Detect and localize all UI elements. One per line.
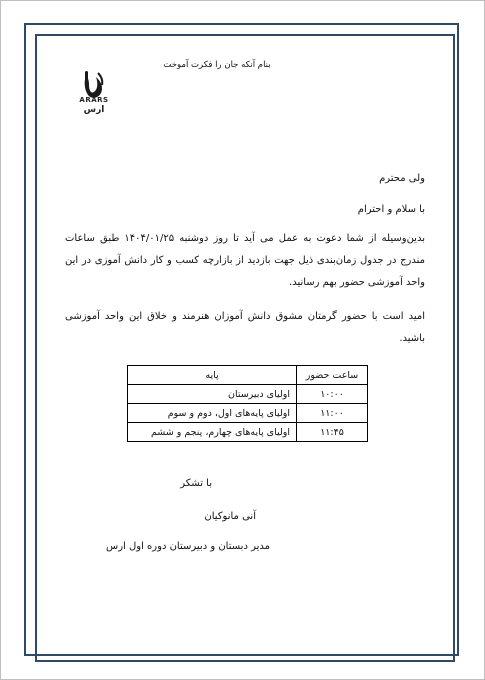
logo-latin-text: ARARS [79, 96, 109, 104]
table-row [128, 423, 368, 442]
row-time: ۱۱:۰۰ [297, 404, 368, 423]
closing: با تشکر [180, 478, 212, 489]
header-grade: پایه [128, 366, 297, 385]
invitation-paragraph: بدین‌وسیله از شما دعوت به عمل می آید تا روز دوشنبه ۱۴۰۴/۰۱/۲۵ طبق ساعات مندرج در جدول زمان‌بندی ذیل جهت بازدید از بازارچه کسب و کار دانش آموزی در این واحد آموزشی حضور بهم رسانید. [65, 233, 425, 288]
logo-persian-text: ارس [83, 105, 105, 115]
row-grade: اولیای پایه‌های اول، دوم و سوم [128, 404, 297, 423]
signer-title: مدیر دبستان و دبیرستان دوره اول ارس [106, 541, 270, 552]
hope-paragraph: امید است با حضور گرمتان مشوق دانش آموزان هنرمند و خلاق این واحد آموزشی باشید. [65, 311, 425, 344]
table-row [128, 385, 368, 404]
row-time: ۱۰:۰۰ [297, 385, 368, 404]
table-header-row [128, 366, 368, 385]
salutation: با سلام و احترام [357, 204, 425, 215]
row-grade: اولیای پایه‌های چهارم، پنجم و ششم [128, 423, 297, 442]
header-time: ساعت حضور [297, 366, 368, 385]
table-row [128, 404, 368, 423]
signer-name: آنی مانوکیان [204, 511, 256, 522]
greeting: ولی محترم [379, 173, 425, 184]
basmala: بنام آنکه جان را فکرت آموخت [163, 60, 271, 70]
schedule-table [127, 365, 368, 442]
row-time: ۱۱:۴۵ [297, 423, 368, 442]
row-grade: اولیای دبیرستان [128, 385, 297, 404]
